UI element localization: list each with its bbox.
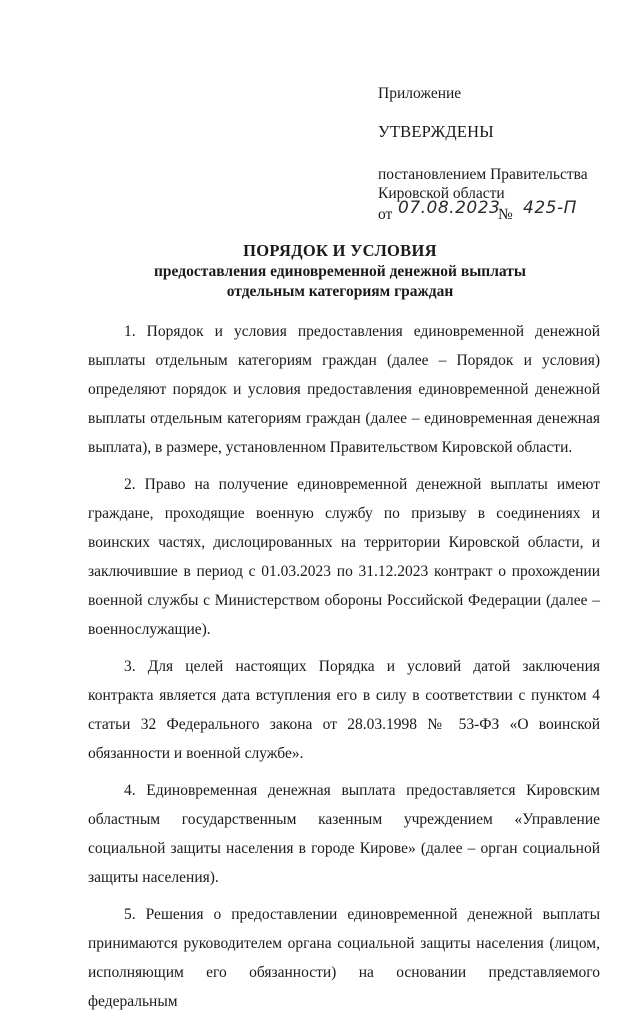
decree-line-2: Кировской области	[378, 185, 505, 202]
paragraph-2: 2. Право на получение единовременной денежной выплаты имеют граждане, проходящие военную службу по призыву в соединениях и воинских частях, дислоцированных на территории Кировской области, и заключившие в период с 01.03.2023 по 31.12.2023 контракт о прохождении военной службы с Министерством обороны Российской Федерации (далее – военнослужащие).	[88, 476, 600, 638]
paragraph-1: 1. Порядок и условия предоставления единовременной денежной выплаты отдельным категориям граждан (далее – Порядок и условия) определяют порядок и условия предоставления единовременной денежной выплаты отдельным категориям граждан (далее – единовременная денежная выплата), в размере, установленном Правительством Кировской области.	[88, 323, 600, 456]
approval-block	[378, 84, 618, 225]
approved-heading: УТВЕРЖДЕНЫ	[378, 122, 494, 141]
handwritten-number: 425-П	[523, 198, 577, 218]
date-prefix: от	[378, 206, 393, 223]
title-line-3: отдельным категориям граждан	[226, 283, 454, 300]
document-body	[88, 317, 600, 1024]
title-line-1: ПОРЯДОК И УСЛОВИЯ	[243, 241, 437, 260]
appendix-caption: Приложение	[378, 85, 462, 102]
handwritten-date: 07.08.2023	[398, 198, 501, 218]
document-title	[60, 240, 620, 302]
decree-line-1: постановлением Правительства	[378, 166, 588, 183]
number-sign: №	[498, 206, 513, 223]
paragraph-3: 3. Для целей настоящих Порядка и условий датой заключения контракта является дата вступления его в силу в соответствии с пунктом 4 статьи 32 Федерального закона от 28.03.1998 № 53-ФЗ «О воинской обязанности и военной службе».	[88, 658, 600, 762]
title-line-2: предоставления единовременной денежной выплаты	[154, 263, 526, 280]
decree-date-number-line	[378, 198, 618, 225]
paragraph-4: 4. Единовременная денежная выплата предоставляется Кировским областным государственным казенным учреждением «Управление социальной защиты населения в городе Кирове» (далее – орган социальной защиты населения).	[88, 782, 600, 886]
paragraph-5: 5. Решения о предоставлении единовременной денежной выплаты принимаются руководителем органа социальной защиты населения (лицом, исполняющим его обязанности) на основании представляемого федеральным	[88, 906, 600, 1010]
